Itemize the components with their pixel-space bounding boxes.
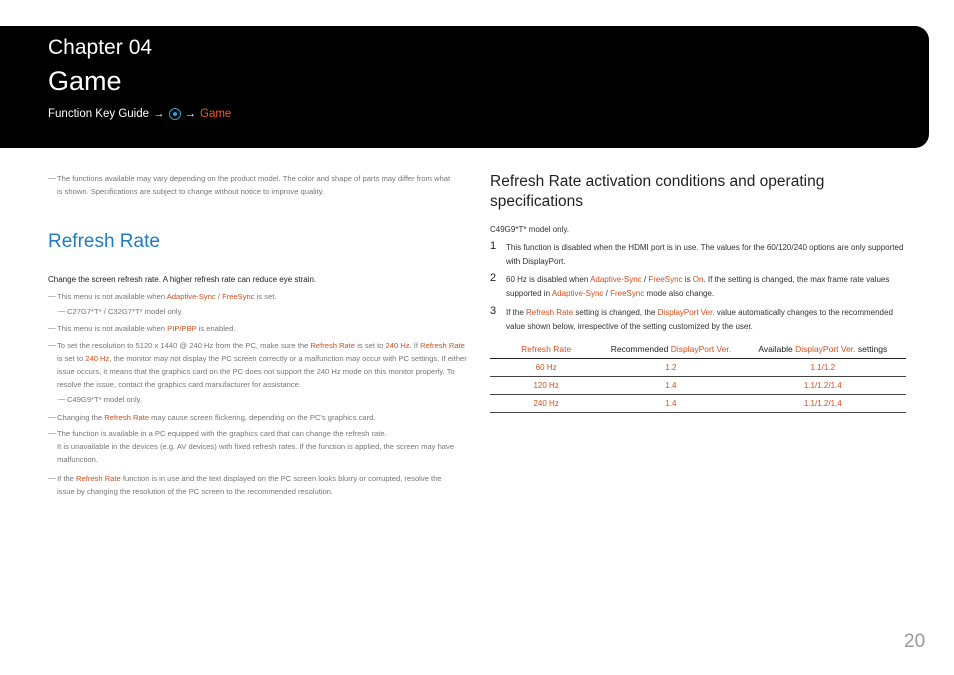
chapter-label: Chapter 04	[48, 36, 153, 59]
note-flicker: — Changing the Refresh Rate may cause screen flickering, depending on the PC's graphics card.	[48, 412, 376, 422]
breadcrumb	[48, 108, 231, 120]
step-1: 1 This function is disabled when the HDMI port is in use. The values for the 60/120/240 options are only supported with DisplayPort.	[490, 240, 904, 266]
table-row	[490, 359, 906, 377]
chapter-header	[0, 26, 929, 148]
note-adaptive-sync: — This menu is not available when Adaptive-Sync / FreeSync is set.	[48, 291, 277, 301]
table-cell: 1.1/1.2/1.4	[740, 377, 906, 395]
section-title: Refresh Rate	[48, 231, 160, 252]
disclaimer-note: — The functions available may vary depending on the product model. The color and shape of parts may differ from what is shown. Specifications are subject to change without notice to improve quality.	[48, 173, 451, 196]
table-cell: 60 Hz	[490, 359, 602, 377]
column-header: Recommended DisplayPort Ver.	[602, 341, 739, 359]
step-number: 3	[490, 305, 497, 317]
table-cell: 1.4	[602, 395, 739, 413]
breadcrumb-first[interactable]: Function Key Guide	[48, 108, 150, 120]
step-3: 3 If the Refresh Rate setting is changed, the DisplayPort Ver. value automatically changes to the recommended value shown below, irrespective of the setting customized by the user.	[490, 305, 893, 331]
arrow-icon: →	[153, 108, 165, 120]
column-header: Refresh Rate	[490, 341, 602, 359]
table-header-row	[490, 341, 906, 359]
arrow-icon: →	[184, 108, 197, 120]
chapter-number: 04	[128, 36, 153, 59]
column-header: Available DisplayPort Ver. settings	[740, 341, 906, 359]
note-blurry-text: — If the Refresh Rate function is in use and the text displayed on the PC screen looks blurry or corrupted, resolve the issue by changing the resolution of the PC screen to the recommended resolution.	[48, 473, 442, 496]
step-number: 2	[490, 272, 497, 284]
subnote-model: — C27G7*T* / C32G7*T* model only.	[58, 306, 183, 316]
page-title: Game	[48, 66, 122, 96]
model-note: C49G9*T* model only.	[490, 225, 569, 234]
note-pip-pbp: — This menu is not available when PIP/PBP is enabled.	[48, 323, 236, 333]
breadcrumb-current[interactable]: Game	[200, 108, 232, 120]
page-number: 20	[904, 631, 926, 652]
jog-button-icon	[169, 108, 181, 120]
note-240hz: — To set the resolution to 5120 x 1440 @ 240 Hz from the PC, make sure the Refresh Rate is set to 240 Hz. If Refresh Rate is set to 240 Hz, the monitor may not display the PC screen correctly or a malfunction may occur with PC settings. If either issue occurs, it means that the graphics card on the PC does not support the 240 Hz mode on this monitor properly. To resolve the issue, contact the graphics card manufacturer for assistance.	[48, 340, 467, 389]
section-intro: Change the screen refresh rate. A higher refresh rate can reduce eye strain.	[48, 275, 317, 284]
dash-marker: —	[48, 173, 56, 182]
table-cell: 240 Hz	[490, 395, 602, 413]
table-row	[490, 377, 906, 395]
table-row	[490, 395, 906, 413]
step-number: 1	[490, 240, 497, 252]
table-cell: 1.1/1.2/1.4	[740, 395, 906, 413]
spec-table	[490, 341, 906, 413]
table-cell: 1.1/1.2	[740, 359, 906, 377]
table-cell: 1.4	[602, 377, 739, 395]
spec-heading: Refresh Rate activation conditions and operating specifications	[490, 173, 825, 210]
subnote-model: — C49G9*T* model only.	[58, 394, 142, 404]
table-cell: 1.2	[602, 359, 739, 377]
table-cell: 120 Hz	[490, 377, 602, 395]
step-2: 2 60 Hz is disabled when Adaptive-Sync / FreeSync is On. If the setting is changed, the max frame rate values supported in Adaptive-Sync / FreeSync mode also change.	[490, 272, 890, 298]
note-graphics-card: — The function is available in a PC equipped with the graphics card that can change the refresh rate. It is unavailable in the devices (e.g. AV devices) with fixed refresh rates. If the function is applied, the screen may have malfunction.	[48, 428, 455, 464]
